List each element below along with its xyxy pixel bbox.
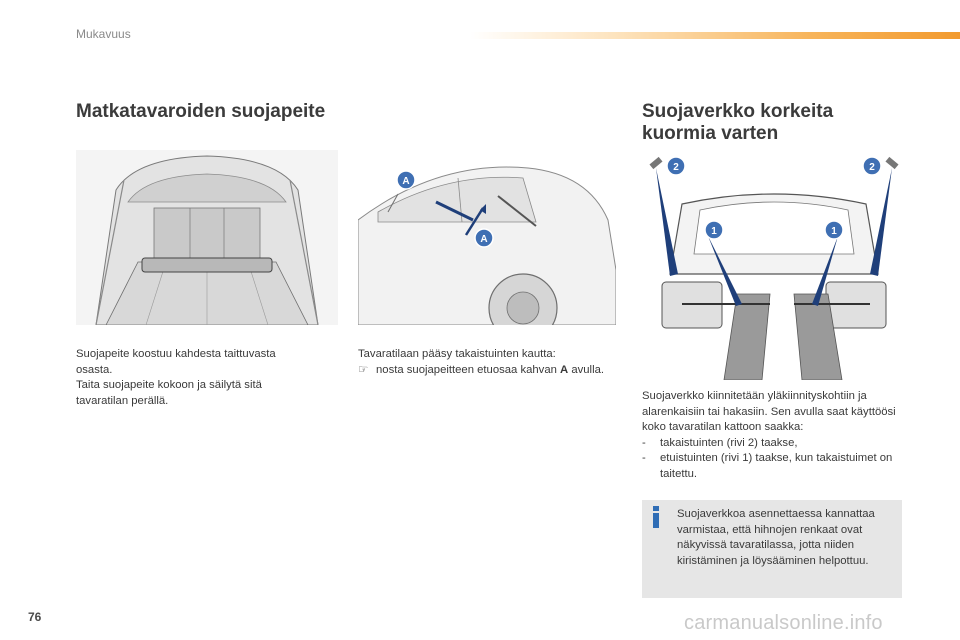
- car-side-illustration: [358, 150, 616, 325]
- right-list-item: [642, 451, 904, 482]
- middle-bullet-bold: A: [560, 363, 569, 376]
- right-list-item: [642, 436, 904, 452]
- left-paragraph-2: Taita suojapeite kokoon ja säilytä sitä tavaratilan perällä.: [76, 379, 262, 407]
- callout-1-right: [825, 221, 843, 239]
- callout-a-lower-label: A: [480, 234, 488, 245]
- right-list-marker: -: [642, 452, 646, 464]
- callout-2-right-label: 2: [869, 162, 875, 173]
- callout-1-right-label: 1: [831, 226, 837, 237]
- page-number: 76: [28, 610, 42, 624]
- right-list-marker: -: [642, 436, 646, 449]
- middle-intro: Tavaratilaan pääsy takaistuinten kautta:: [358, 348, 556, 360]
- right-list-item-text: takaistuinten (rivi 2) taakse,: [660, 436, 798, 449]
- callout-a-upper: [397, 171, 415, 189]
- cargo-net-illustration: [642, 154, 906, 380]
- info-text: Suojaverkkoa asennettaessa kannattaa varmistaa, että hihnojen renkaat ovat näkyvissä tavaratilassa, jotta niiden kiristäminen ja löysääminen helpottuu.: [677, 508, 875, 567]
- chapter-title: Mukavuus: [76, 27, 131, 41]
- right-section-title-line2: kuormia varten: [642, 123, 779, 144]
- callout-2-right: [863, 157, 881, 175]
- info-icon: [648, 506, 664, 528]
- callout-2-left: [667, 157, 685, 175]
- right-list-item-text: etuistuinten (rivi 1) taakse, kun takaistuimet on taitettu.: [660, 452, 893, 480]
- middle-bullet-text: nosta suojapeitteen etuosaa kahvan: [376, 363, 557, 376]
- callout-a-upper-label: A: [402, 176, 410, 187]
- callout-2-left-label: 2: [673, 162, 679, 173]
- left-paragraph-1: Suojapeite koostuu kahdesta taittuvasta osasta.: [76, 348, 276, 376]
- callout-1-left: [705, 221, 723, 239]
- left-section-title: Matkatavaroiden suojapeite: [76, 101, 326, 122]
- trunk-interior-illustration: [76, 150, 338, 325]
- watermark: carmanualsonline.info: [684, 612, 883, 634]
- middle-bullet-tail: avulla.: [571, 363, 604, 376]
- right-section-title-line1: Suojaverkko korkeita: [642, 101, 834, 122]
- right-paragraph: Suojaverkko kiinnitetään yläkiinnityskohtiin ja alarenkaisiin tai hakasiin. Sen avulla saat käyttöösi koko tavaratilan kattoon saakka:: [642, 390, 896, 433]
- callout-a-lower: [475, 229, 493, 247]
- header-accent-bar: [470, 32, 960, 39]
- hand-pointer-icon: ☞: [358, 363, 369, 376]
- callout-1-left-label: 1: [711, 226, 717, 237]
